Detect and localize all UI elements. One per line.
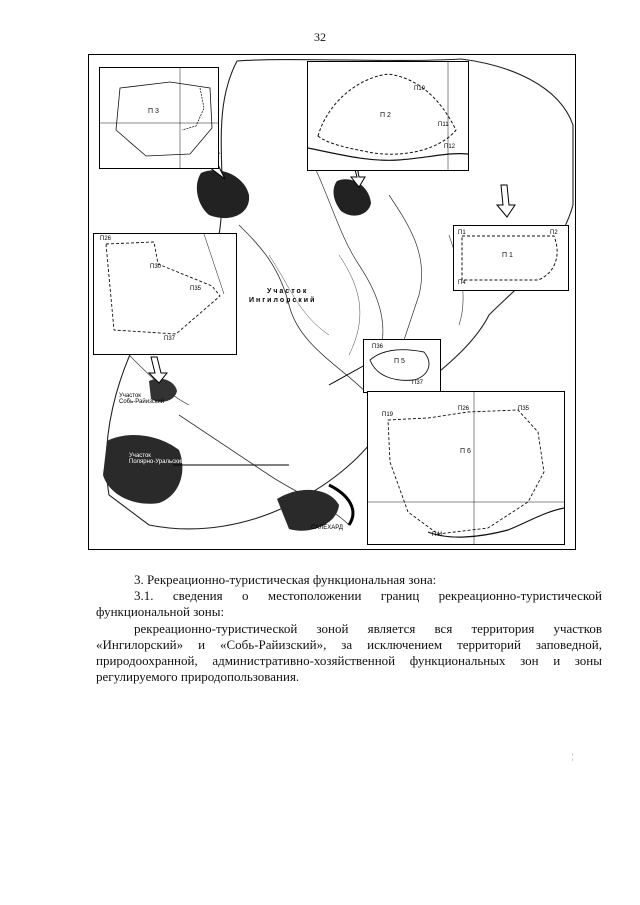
point-label: П35 (190, 286, 201, 292)
point-label: П37 (412, 380, 423, 386)
inset-p5 (363, 339, 441, 393)
region-patch-p2 (334, 179, 371, 215)
region-label-line: Собь-Райизский (119, 399, 165, 405)
region-label-polar-ural (129, 453, 184, 465)
body-paragraph: рекреационно-туристической зоной является вся территория участков «Ингилорский» и «Собь-Райизский», за исключением территорий заповедной, природоохранной, административно-хозяйственной функциональных зон и зоны регулируемого природопользования. (96, 621, 602, 684)
point-label: П2 (550, 230, 558, 236)
page-number: 32 (314, 30, 326, 44)
inset-p1 (453, 225, 569, 291)
region-label-line: Участок (267, 288, 309, 295)
point-label: П35 (518, 406, 529, 412)
subsection-paragraph: 3.1. сведения о местоположении границ рекреационно-туристической функциональной зоны: (96, 588, 602, 619)
point-label: П4 (458, 280, 466, 286)
region-label-line: Полярно-Уральский (129, 459, 185, 465)
inset-label-p5: П 5 (394, 358, 405, 365)
point-label: П12 (444, 144, 455, 150)
region-label-ingilorsky (249, 287, 316, 305)
point-label: П30 (150, 264, 161, 270)
point-label: П36 (372, 344, 383, 350)
inset-label-p2: П 2 (380, 112, 391, 119)
inset-p2 (307, 61, 469, 171)
point-label: П26 (100, 236, 111, 242)
point-label: П10 (414, 86, 425, 92)
point-label: П1 (458, 230, 466, 236)
inset-p6 (367, 391, 565, 545)
inset-p3 (99, 67, 219, 169)
point-label: П37 (164, 336, 175, 342)
inset-p4 (93, 233, 237, 355)
region-label-line: Участок (119, 393, 141, 399)
margin-mark: ¦ (572, 752, 574, 761)
inset-label-p6: П 6 (460, 448, 471, 455)
point-label: П11 (438, 122, 449, 128)
zone-map (88, 54, 576, 550)
region-label-line: Ингилорский (249, 297, 317, 304)
section-heading: 3. Рекреационно-туристическая функциональная зона: (134, 572, 437, 587)
point-label: П26 (458, 406, 469, 412)
point-label: П19 (382, 412, 393, 418)
inset-label-p3: П 3 (148, 108, 159, 115)
inset-label-p1: П 1 (502, 252, 513, 259)
point-label: П41 (432, 532, 443, 538)
region-label-sob-rayiz (119, 393, 164, 405)
region-label-line: Участок (129, 453, 151, 459)
city-label: САЛЕХАРД (311, 525, 343, 531)
